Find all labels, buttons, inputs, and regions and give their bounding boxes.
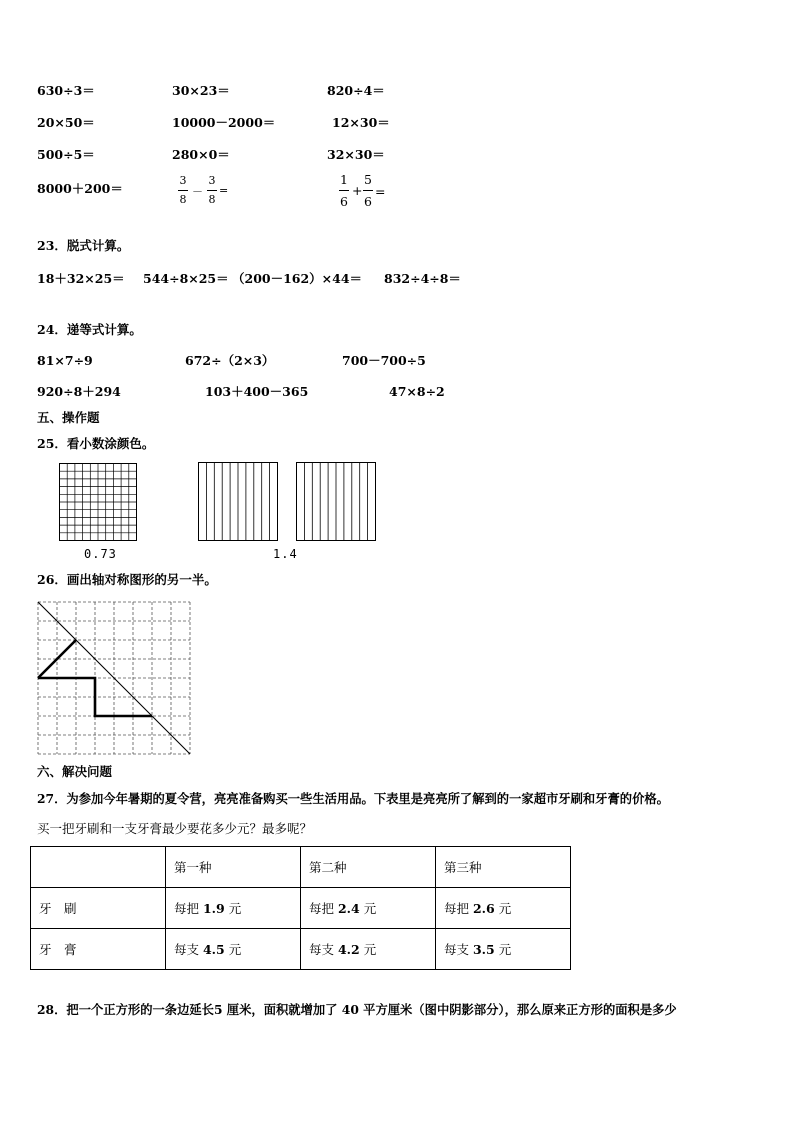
oral-calc-2: 30×23＝ <box>172 83 230 98</box>
row-label: 牙 刷 <box>31 888 166 929</box>
fraction-bar <box>178 190 188 191</box>
fraction-numerator: 5 <box>364 172 372 187</box>
tenths-strip-figure-2 <box>296 462 376 541</box>
fraction-denominator: 6 <box>340 194 348 209</box>
q24-item-2: 672÷（2×3） <box>185 353 275 368</box>
fraction-bar <box>363 190 373 191</box>
q24-item-4: 920÷8＋294 <box>37 384 121 399</box>
price-cell: 每把 1.9 元 <box>166 888 301 929</box>
q25-label-1: 0.73 <box>84 547 117 561</box>
q24-item-3: 700－700÷5 <box>342 353 426 368</box>
fraction-denominator: 8 <box>208 193 216 206</box>
row-label: 牙 膏 <box>31 929 166 970</box>
fraction-equals: = <box>219 184 229 197</box>
oral-calc-8: 280×0＝ <box>172 147 230 162</box>
tenths-strip-figure-1 <box>198 462 278 541</box>
fraction-bar <box>207 190 217 191</box>
q23-item-2: 544÷8×25＝ <box>143 271 229 286</box>
oral-calc-9: 32×30＝ <box>327 147 385 162</box>
table-header-cell: 第三种 <box>436 847 571 888</box>
oral-calc-5: 10000－2000＝ <box>172 115 276 130</box>
fraction-expression-1 <box>177 174 237 208</box>
q24-item-1: 81×7÷9 <box>37 353 93 368</box>
price-value: 1.9 <box>202 901 225 916</box>
q24-item-6: 47×8÷2 <box>389 384 445 399</box>
oral-calc-3: 820÷4＝ <box>327 83 385 98</box>
price-cell: 每支 3.5 元 <box>436 929 571 970</box>
table-header-row <box>31 847 571 888</box>
fraction-expression-2 <box>338 172 398 210</box>
oral-calc-4: 20×50＝ <box>37 115 95 130</box>
price-value: 4.5 <box>202 942 225 957</box>
hundred-grid-figure <box>59 463 137 541</box>
table-header-cell: 第一种 <box>166 847 301 888</box>
fraction-numerator: 3 <box>208 174 216 187</box>
fraction-denominator: 8 <box>179 193 187 206</box>
table-row <box>31 888 571 929</box>
q23-item-4: 832÷4÷8＝ <box>384 271 461 286</box>
oral-calc-7: 500÷5＝ <box>37 147 95 162</box>
section-five-heading: 五、操作题 <box>37 410 100 425</box>
section-six-heading: 六、解决问题 <box>37 764 113 779</box>
q28-question-line-1: 28．把一个正方形的一条边延长5 厘米，面积就增加了 40 平方厘米（图中阴影部分），那么原来正方形的面积是多少 <box>37 1002 677 1017</box>
price-value: 3.5 <box>472 942 495 957</box>
q23-item-1: 18＋32×25＝ <box>37 271 125 286</box>
price-cell: 每把 2.4 元 <box>301 888 436 929</box>
q23-title: 23．脱式计算。 <box>37 238 130 253</box>
q27-question-line-1: 27．为参加今年暑期的夏令营，亮亮准备购买一些生活用品。下表里是亮亮所了解到的一家超市牙刷和牙膏的价格。 <box>37 791 669 806</box>
price-value: 2.4 <box>337 901 360 916</box>
q23-item-3: （200－162）×44＝ <box>232 271 363 286</box>
q27-question-line-2: 买一把牙刷和一支牙膏最少要花多少元？最多呢？ <box>37 821 313 836</box>
q26-title: 26．画出轴对称图形的另一半。 <box>37 572 217 587</box>
q24-item-5: 103＋400－365 <box>205 384 309 399</box>
oral-calc-6: 12×30＝ <box>332 115 390 130</box>
fraction-operator: + <box>352 183 363 198</box>
symmetry-grid-figure <box>36 600 193 757</box>
price-cell: 每支 4.5 元 <box>166 929 301 970</box>
fraction-bar <box>339 190 349 191</box>
fraction-numerator: 1 <box>340 172 348 187</box>
price-table <box>30 846 571 970</box>
table-row <box>31 929 571 970</box>
price-cell: 每支 4.2 元 <box>301 929 436 970</box>
q25-label-2: 1.4 <box>273 547 298 561</box>
fraction-numerator: 3 <box>179 174 187 187</box>
table-header-cell: 第二种 <box>301 847 436 888</box>
q25-title: 25．看小数涂颜色。 <box>37 436 155 451</box>
fraction-operator: － <box>192 185 203 198</box>
q24-title: 24．递等式计算。 <box>37 322 142 337</box>
price-cell: 每把 2.6 元 <box>436 888 571 929</box>
fraction-equals: = <box>375 184 386 199</box>
fraction-denominator: 6 <box>364 194 372 209</box>
oral-calc-10: 8000＋200＝ <box>37 181 123 196</box>
oral-calc-1: 630÷3＝ <box>37 83 95 98</box>
price-value: 4.2 <box>337 942 360 957</box>
price-value: 2.6 <box>472 901 495 916</box>
table-header-cell <box>31 847 166 888</box>
